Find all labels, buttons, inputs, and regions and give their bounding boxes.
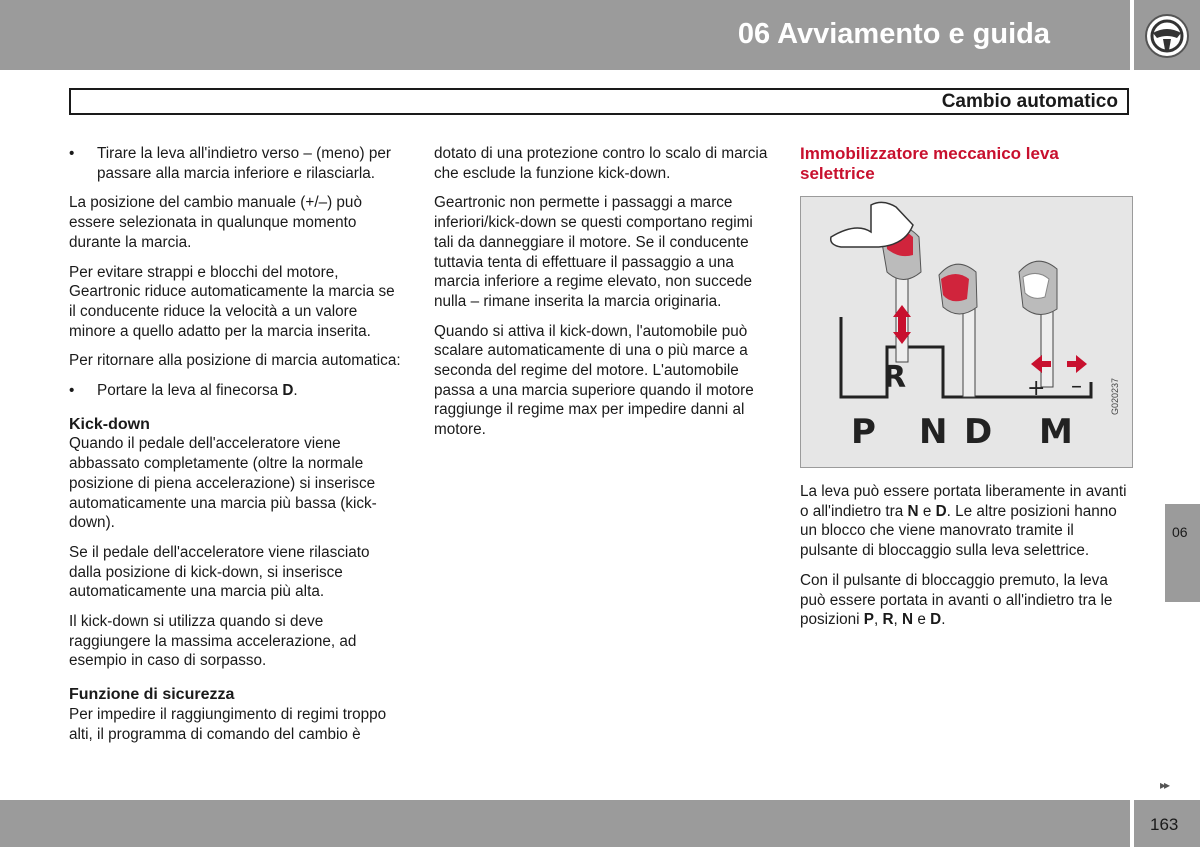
bold-run: R (882, 611, 894, 629)
bullet-item (69, 381, 404, 401)
section-header (69, 88, 1129, 115)
arrow-right-icon (1067, 355, 1087, 373)
bold-run: P (863, 611, 874, 629)
section-title: Cambio automatico (941, 91, 1118, 112)
paragraph: Per evitare strappi e blocchi del motore, Geartronic riduce automaticamente la marcia se il conducente riduce la velocità a un valore minore a quello adatto per la marcia inserita. (69, 263, 395, 340)
page-number-box (1134, 800, 1200, 847)
gate-label-r: R (883, 360, 907, 395)
text-run: . Le altre posizioni hanno un blocco che viene manovrato tramite il pulsante di bloccaggio sulla leva selettrice. (800, 502, 1117, 560)
steering-wheel-icon (1144, 13, 1190, 59)
text-run: . (941, 611, 946, 629)
safety-heading: Funzione di sicurezza (69, 686, 235, 704)
column-3 (800, 144, 1135, 640)
bullet-text: Tirare la leva all'indietro verso – (meno) per passare alla marcia inferiore e rilasciarla. (97, 145, 391, 182)
paragraph: Quando si attiva il kick-down, l'automobile può scalare automaticamente di una o più marce a seconda del regime del motore. L'automobile passa a una marcia superiore quando il motore raggiunge il regime max per impedire danni al motore. (434, 322, 754, 439)
position-label-p: P (851, 412, 876, 452)
bullet-dot: • (69, 145, 75, 162)
continue-arrows-icon: ▸▸ (1160, 778, 1169, 792)
plus-label: + (1027, 376, 1046, 401)
figure-code: G020237 (1110, 377, 1120, 415)
lever-button-red (941, 274, 969, 301)
footer-band (0, 800, 1130, 847)
page-number: 163 (1150, 815, 1179, 834)
bullet-dot: • (69, 382, 75, 400)
paragraph: dotato di una protezione contro lo scalo di marcia che esclude la funzione kick-down. (434, 145, 768, 182)
gear-selector-figure (800, 196, 1133, 468)
immobilizer-heading: Immobilizzatore meccanico leva selettrice (800, 144, 1059, 183)
position-label-m: M (1039, 412, 1073, 452)
chapter-side-tab (1165, 504, 1200, 602)
column-2 (434, 144, 769, 450)
bullet-text-suffix: . (293, 382, 298, 400)
bullet-text-bold: D (282, 382, 294, 400)
bold-run: D (935, 502, 947, 520)
header-band (0, 0, 1130, 70)
bold-run: N (907, 502, 919, 520)
text-run: e (913, 611, 931, 629)
paragraph: Per ritornare alla posizione di marcia automatica: (69, 352, 401, 370)
paragraph (800, 571, 1135, 630)
lever-shaft (1041, 307, 1053, 387)
kickdown-heading: Kick-down (69, 415, 150, 433)
bold-run: N (902, 611, 914, 629)
text-run: La leva può essere portata liberamente in avanti o all'indietro tra (800, 483, 1127, 520)
paragraph: Quando il pedale dell'acceleratore viene abbassato completamente (oltre la normale posizione di piena accelerazione) si inserisce automaticamente una marcia più bassa (kick-down). (69, 435, 377, 532)
text-run: , (873, 611, 883, 629)
paragraph: Se il pedale dell'acceleratore viene rilasciato dalla posizione di kick-down, si inserisce automaticamente una marcia più alta. (69, 543, 370, 601)
paragraph: Geartronic non permette i passaggi a marce inferiori/kick-down se questi comportano regimi tali da danneggiare il motore. Se il conducente tuttavia tenta di effettuare il passaggio a una marcia inferiore a regime elevato, non succede nulla – rimane inserita la marcia originaria. (434, 194, 753, 310)
text-run: Con il pulsante di bloccaggio premuto, la leva può essere portata in avanti o all'indietro tra le posizioni (800, 571, 1113, 629)
header-icon-box (1134, 0, 1200, 70)
paragraph: Il kick-down si utilizza quando si deve raggiungere la massima accelerazione, ad esempio in caso di sorpasso. (69, 613, 357, 670)
text-run: e (918, 502, 936, 520)
hand-illustration (831, 202, 913, 247)
text-run: , (893, 611, 903, 629)
paragraph: La posizione del cambio manuale (+/–) può essere selezionata in qualunque momento durante la marcia. (69, 194, 362, 251)
lever-button-white (1023, 273, 1049, 298)
minus-label: – (1071, 374, 1082, 399)
paragraph: Per impedire il raggiungimento di regimi troppo alti, il programma di comando del cambio è (69, 705, 387, 743)
position-label-d: D (964, 412, 993, 452)
paragraph (800, 482, 1135, 561)
bullet-text-prefix: Portare la leva al finecorsa (97, 382, 283, 400)
bold-run: D (930, 611, 942, 629)
lever-shaft (963, 307, 975, 397)
bullet-item (69, 144, 404, 183)
column-1 (69, 144, 404, 754)
position-label-n: N (919, 412, 948, 452)
gear-selector-illustration (801, 197, 1134, 469)
chapter-tab-label: 06 (1172, 524, 1188, 540)
chapter-title: 06 Avviamento e guida (737, 18, 1050, 50)
